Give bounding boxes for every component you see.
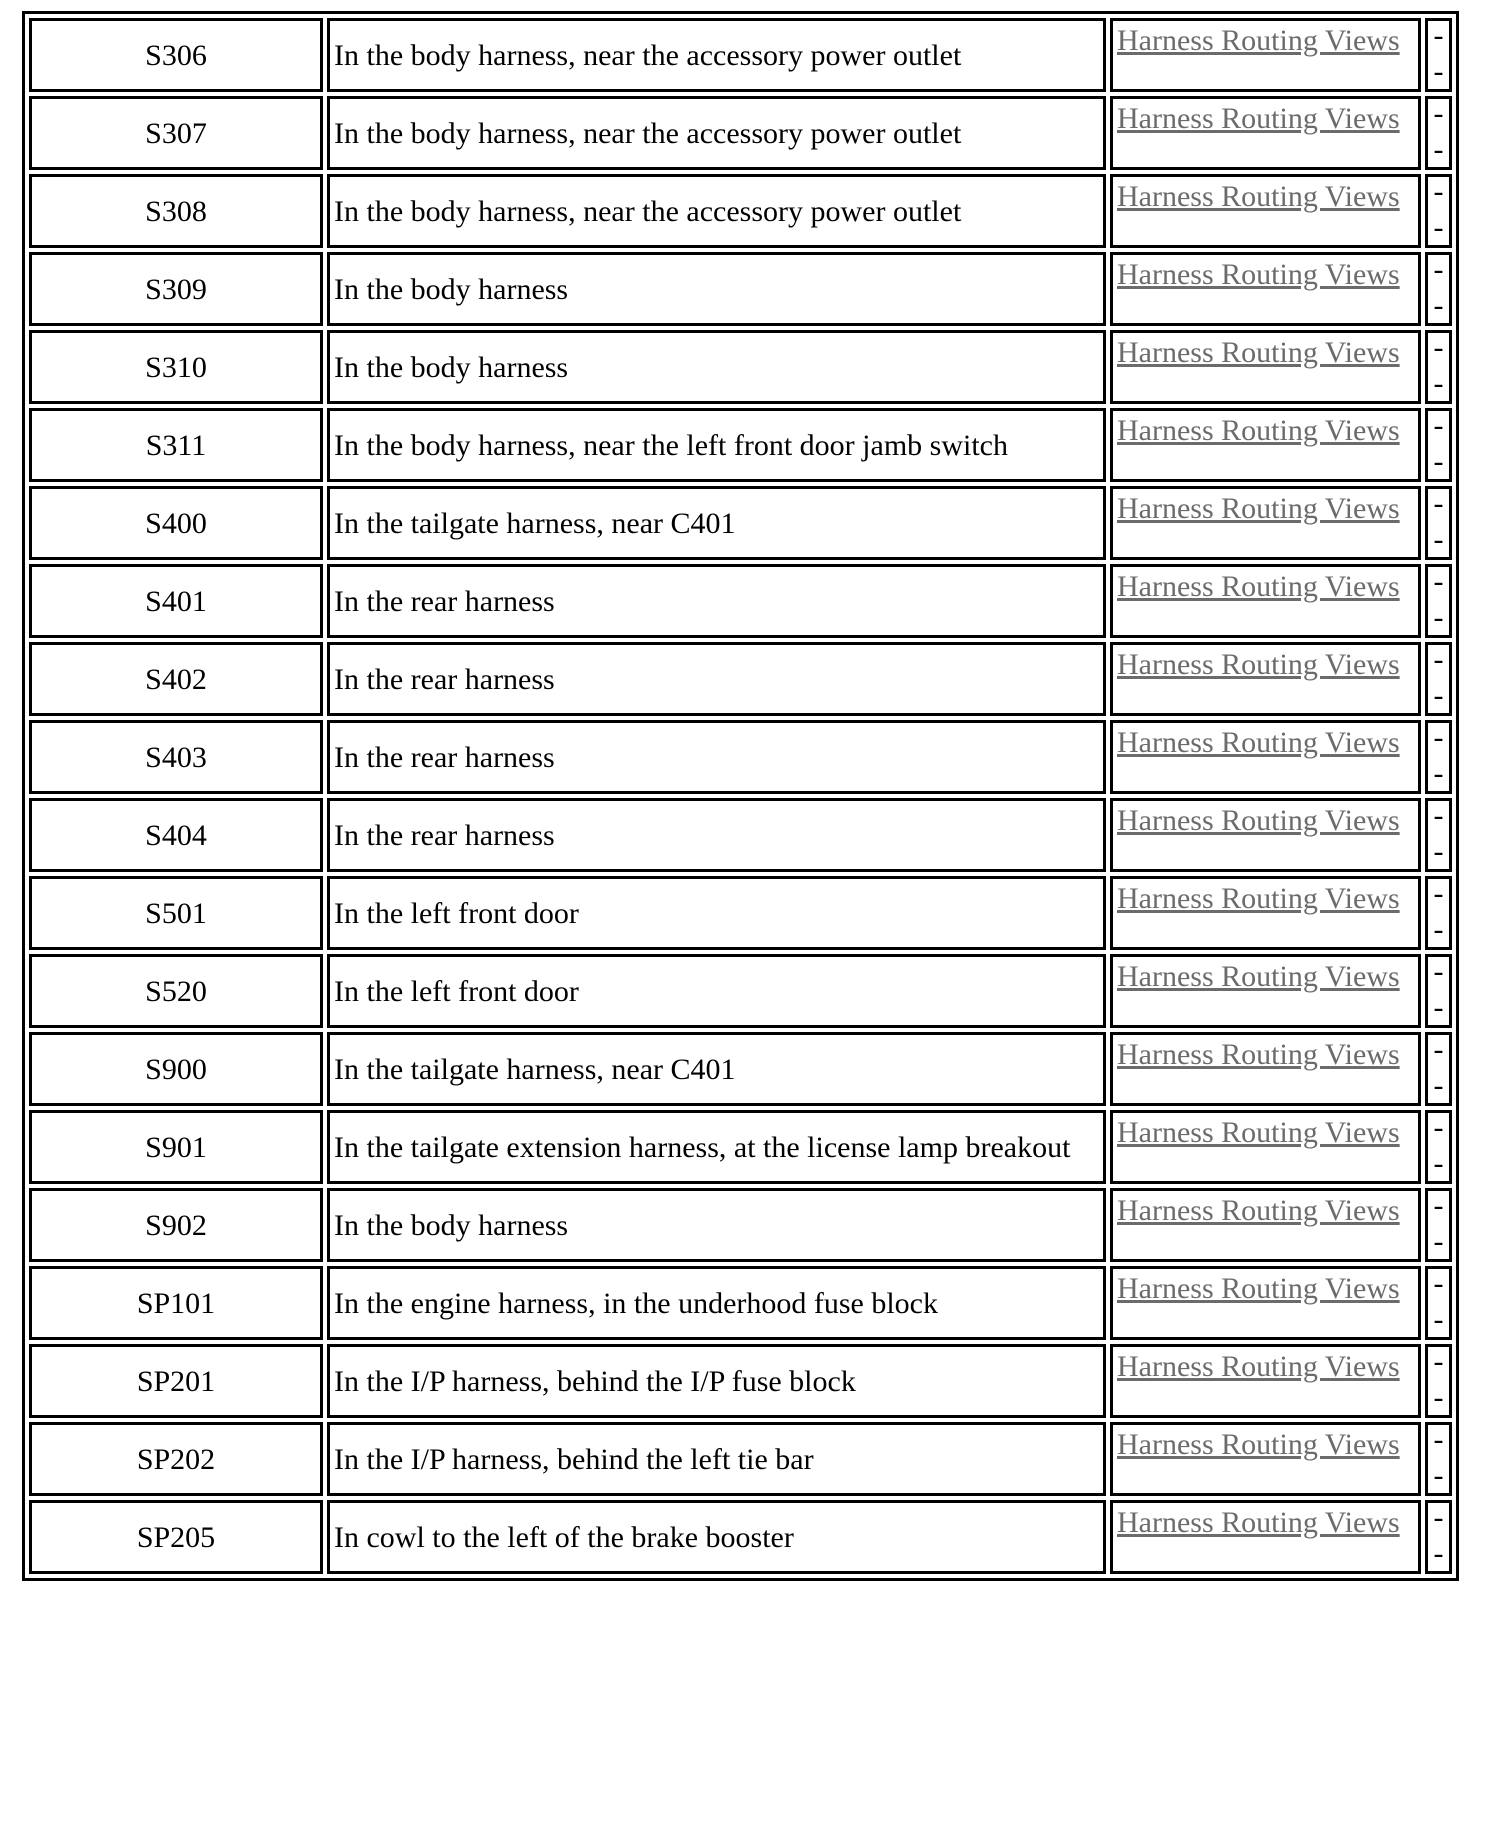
splice-id-cell: S402	[29, 642, 323, 716]
dash-stack	[1428, 409, 1449, 478]
dash-stack	[1428, 643, 1449, 712]
splice-location-cell: In the engine harness, in the underhood fuse block	[327, 1266, 1106, 1340]
splice-id-cell: SP205	[29, 1500, 323, 1574]
routing-link-cell	[1110, 174, 1421, 248]
table-row	[29, 174, 1452, 248]
dash-top: -	[1433, 175, 1444, 208]
harness-routing-views-link[interactable]: Harness Routing Views	[1117, 960, 1400, 993]
table-row	[29, 876, 1452, 950]
splice-location-cell: In the rear harness	[327, 564, 1106, 638]
harness-routing-views-link[interactable]: Harness Routing Views	[1117, 648, 1400, 681]
routing-link-cell	[1110, 798, 1421, 872]
harness-routing-views-link[interactable]: Harness Routing Views	[1117, 726, 1400, 759]
empty-value-cell	[1425, 1344, 1452, 1418]
dash-bottom: -	[1433, 1147, 1444, 1180]
routing-link-cell	[1110, 642, 1421, 716]
splice-id-cell: S309	[29, 252, 323, 326]
splice-id-cell: S401	[29, 564, 323, 638]
dash-bottom: -	[1433, 1069, 1444, 1102]
table-row	[29, 330, 1452, 404]
empty-value-cell	[1425, 96, 1452, 170]
table-row	[29, 720, 1452, 794]
dash-bottom: -	[1433, 1459, 1444, 1492]
harness-routing-views-link[interactable]: Harness Routing Views	[1117, 1194, 1400, 1227]
dash-stack	[1428, 1501, 1449, 1570]
splice-id-cell: S311	[29, 408, 323, 482]
splice-location-cell: In the left front door	[327, 954, 1106, 1028]
splice-location-cell: In the body harness, near the left front door jamb switch	[327, 408, 1106, 482]
splice-table-body	[29, 18, 1452, 1574]
table-row	[29, 18, 1452, 92]
table-row	[29, 252, 1452, 326]
routing-link-cell	[1110, 486, 1421, 560]
harness-routing-views-link[interactable]: Harness Routing Views	[1117, 258, 1400, 291]
dash-top: -	[1433, 1111, 1444, 1144]
harness-routing-views-link[interactable]: Harness Routing Views	[1117, 882, 1400, 915]
routing-link-cell	[1110, 1032, 1421, 1106]
table-row	[29, 96, 1452, 170]
harness-routing-views-link[interactable]: Harness Routing Views	[1117, 180, 1400, 213]
dash-stack	[1428, 1423, 1449, 1492]
dash-top: -	[1433, 1189, 1444, 1222]
empty-value-cell	[1425, 18, 1452, 92]
splice-location-cell: In the tailgate extension harness, at the license lamp breakout	[327, 1110, 1106, 1184]
table-row	[29, 1110, 1452, 1184]
empty-value-cell	[1425, 1032, 1452, 1106]
dash-stack	[1428, 331, 1449, 400]
splice-location-cell: In the body harness	[327, 252, 1106, 326]
dash-stack	[1428, 955, 1449, 1024]
dash-bottom: -	[1433, 523, 1444, 556]
table-row	[29, 408, 1452, 482]
splice-location-cell: In the I/P harness, behind the I/P fuse block	[327, 1344, 1106, 1418]
dash-top: -	[1433, 799, 1444, 832]
dash-top: -	[1433, 409, 1444, 442]
splice-id-cell: S902	[29, 1188, 323, 1262]
dash-bottom: -	[1433, 367, 1444, 400]
splice-id-cell: S901	[29, 1110, 323, 1184]
dash-top: -	[1433, 97, 1444, 130]
table-row	[29, 486, 1452, 560]
dash-bottom: -	[1433, 601, 1444, 634]
dash-top: -	[1433, 643, 1444, 676]
splice-location-cell: In the body harness, near the accessory power outlet	[327, 18, 1106, 92]
table-row	[29, 1500, 1452, 1574]
dash-top: -	[1433, 1423, 1444, 1456]
dash-top: -	[1433, 1501, 1444, 1534]
harness-routing-views-link[interactable]: Harness Routing Views	[1117, 1506, 1400, 1539]
empty-value-cell	[1425, 720, 1452, 794]
splice-id-cell: S404	[29, 798, 323, 872]
empty-value-cell	[1425, 252, 1452, 326]
splice-location-cell: In the body harness	[327, 1188, 1106, 1262]
harness-routing-views-link[interactable]: Harness Routing Views	[1117, 1038, 1400, 1071]
dash-top: -	[1433, 1267, 1444, 1300]
harness-routing-views-link[interactable]: Harness Routing Views	[1117, 1428, 1400, 1461]
empty-value-cell	[1425, 798, 1452, 872]
splice-id-cell: S520	[29, 954, 323, 1028]
splice-id-cell: S310	[29, 330, 323, 404]
dash-bottom: -	[1433, 1537, 1444, 1570]
splice-location-cell: In the body harness	[327, 330, 1106, 404]
dash-bottom: -	[1433, 835, 1444, 868]
dash-top: -	[1433, 877, 1444, 910]
harness-routing-views-link[interactable]: Harness Routing Views	[1117, 1272, 1400, 1305]
splice-location-cell: In the left front door	[327, 876, 1106, 950]
dash-top: -	[1433, 19, 1444, 52]
harness-routing-views-link[interactable]: Harness Routing Views	[1117, 414, 1400, 447]
routing-link-cell	[1110, 1422, 1421, 1496]
routing-link-cell	[1110, 876, 1421, 950]
splice-id-cell: SP202	[29, 1422, 323, 1496]
empty-value-cell	[1425, 876, 1452, 950]
splice-location-cell: In the body harness, near the accessory power outlet	[327, 174, 1106, 248]
routing-link-cell	[1110, 96, 1421, 170]
splice-location-cell: In the body harness, near the accessory power outlet	[327, 96, 1106, 170]
table-row	[29, 1188, 1452, 1262]
dash-stack	[1428, 1033, 1449, 1102]
routing-link-cell	[1110, 1266, 1421, 1340]
dash-stack	[1428, 1189, 1449, 1258]
dash-top: -	[1433, 1033, 1444, 1066]
splice-location-cell: In the rear harness	[327, 642, 1106, 716]
splice-location-cell: In the rear harness	[327, 798, 1106, 872]
dash-bottom: -	[1433, 757, 1444, 790]
dash-bottom: -	[1433, 991, 1444, 1024]
splice-id-cell: S501	[29, 876, 323, 950]
splice-id-cell: SP201	[29, 1344, 323, 1418]
empty-value-cell	[1425, 174, 1452, 248]
dash-bottom: -	[1433, 55, 1444, 88]
splice-id-cell: S306	[29, 18, 323, 92]
routing-link-cell	[1110, 1344, 1421, 1418]
dash-stack	[1428, 721, 1449, 790]
empty-value-cell	[1425, 486, 1452, 560]
dash-stack	[1428, 565, 1449, 634]
harness-routing-views-link[interactable]: Harness Routing Views	[1117, 492, 1400, 525]
dash-stack	[1428, 1111, 1449, 1180]
table-row	[29, 1344, 1452, 1418]
dash-bottom: -	[1433, 1225, 1444, 1258]
dash-top: -	[1433, 721, 1444, 754]
dash-bottom: -	[1433, 913, 1444, 946]
dash-stack	[1428, 1267, 1449, 1336]
routing-link-cell	[1110, 720, 1421, 794]
splice-location-cell: In the tailgate harness, near C401	[327, 1032, 1106, 1106]
routing-link-cell	[1110, 408, 1421, 482]
splice-id-cell: S403	[29, 720, 323, 794]
harness-routing-views-link[interactable]: Harness Routing Views	[1117, 1116, 1400, 1149]
dash-top: -	[1433, 565, 1444, 598]
harness-routing-views-link[interactable]: Harness Routing Views	[1117, 102, 1400, 135]
dash-stack	[1428, 253, 1449, 322]
table-row	[29, 564, 1452, 638]
dash-top: -	[1433, 1345, 1444, 1378]
empty-value-cell	[1425, 1188, 1452, 1262]
splice-id-cell: SP101	[29, 1266, 323, 1340]
splice-location-cell: In cowl to the left of the brake booster	[327, 1500, 1106, 1574]
empty-value-cell	[1425, 642, 1452, 716]
harness-routing-views-link[interactable]: Harness Routing Views	[1117, 24, 1400, 57]
routing-link-cell	[1110, 1500, 1421, 1574]
dash-stack	[1428, 97, 1449, 166]
splice-id-cell: S307	[29, 96, 323, 170]
table-row	[29, 1422, 1452, 1496]
dash-bottom: -	[1433, 679, 1444, 712]
harness-routing-views-link[interactable]: Harness Routing Views	[1117, 1350, 1400, 1383]
harness-routing-views-link[interactable]: Harness Routing Views	[1117, 336, 1400, 369]
dash-bottom: -	[1433, 211, 1444, 244]
dash-stack	[1428, 1345, 1449, 1414]
dash-bottom: -	[1433, 445, 1444, 478]
empty-value-cell	[1425, 564, 1452, 638]
dash-top: -	[1433, 331, 1444, 364]
harness-routing-views-link[interactable]: Harness Routing Views	[1117, 570, 1400, 603]
table-row	[29, 642, 1452, 716]
routing-link-cell	[1110, 564, 1421, 638]
empty-value-cell	[1425, 330, 1452, 404]
table-row	[29, 1266, 1452, 1340]
empty-value-cell	[1425, 954, 1452, 1028]
dash-bottom: -	[1433, 1303, 1444, 1336]
table-row	[29, 954, 1452, 1028]
dash-top: -	[1433, 487, 1444, 520]
splice-id-cell: S900	[29, 1032, 323, 1106]
splice-location-cell: In the tailgate harness, near C401	[327, 486, 1106, 560]
dash-top: -	[1433, 253, 1444, 286]
splice-location-cell: In the rear harness	[327, 720, 1106, 794]
routing-link-cell	[1110, 1188, 1421, 1262]
table-row	[29, 798, 1452, 872]
routing-link-cell	[1110, 954, 1421, 1028]
dash-stack	[1428, 175, 1449, 244]
dash-bottom: -	[1433, 1381, 1444, 1414]
dash-stack	[1428, 877, 1449, 946]
harness-routing-views-link[interactable]: Harness Routing Views	[1117, 804, 1400, 837]
dash-top: -	[1433, 955, 1444, 988]
dash-bottom: -	[1433, 133, 1444, 166]
routing-link-cell	[1110, 1110, 1421, 1184]
dash-stack	[1428, 19, 1449, 88]
splice-id-cell: S308	[29, 174, 323, 248]
empty-value-cell	[1425, 1422, 1452, 1496]
dash-stack	[1428, 487, 1449, 556]
routing-link-cell	[1110, 18, 1421, 92]
empty-value-cell	[1425, 1110, 1452, 1184]
dash-stack	[1428, 799, 1449, 868]
routing-link-cell	[1110, 330, 1421, 404]
routing-link-cell	[1110, 252, 1421, 326]
empty-value-cell	[1425, 1500, 1452, 1574]
splice-location-cell: In the I/P harness, behind the left tie bar	[327, 1422, 1106, 1496]
table-row	[29, 1032, 1452, 1106]
dash-bottom: -	[1433, 289, 1444, 322]
splice-location-table	[22, 11, 1459, 1581]
empty-value-cell	[1425, 408, 1452, 482]
empty-value-cell	[1425, 1266, 1452, 1340]
splice-id-cell: S400	[29, 486, 323, 560]
